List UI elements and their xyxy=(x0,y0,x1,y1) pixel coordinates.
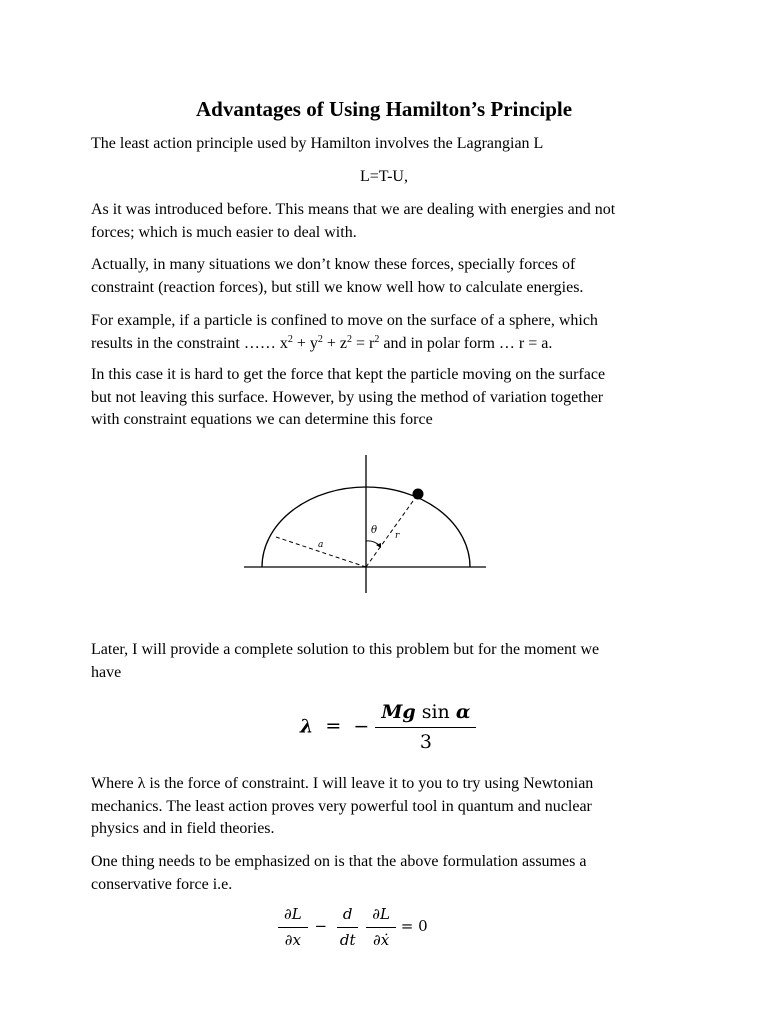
paragraph-constraint-force xyxy=(91,773,691,841)
text-line: constraint (reaction forces), but still we know well how to calculate energies. xyxy=(91,278,584,296)
text-segment: and in polar form … r = a. xyxy=(379,334,553,352)
hemisphere-diagram xyxy=(238,450,494,600)
text-line: mechanics. The least action proves very powerful tool in quantum and nuclear xyxy=(91,797,592,815)
text-line: The least action principle used by Hamilton involves the Lagrangian L xyxy=(91,135,544,152)
text-line: have xyxy=(91,663,122,681)
equals-sign: = xyxy=(325,715,342,738)
mg-term: Mg xyxy=(381,701,416,723)
superscript: 2 xyxy=(347,333,353,345)
paragraph-intro xyxy=(91,133,691,156)
alpha-term: α xyxy=(455,701,471,723)
velocity-partial-fraction xyxy=(366,906,396,948)
fraction-numerator xyxy=(375,702,476,728)
text-line: Where λ is the force of constraint. I will leave it to you to try using Newtonian xyxy=(91,775,594,792)
superscript: 2 xyxy=(374,333,380,345)
fraction-denominator: ∂x xyxy=(284,930,301,949)
text-line: conservative force i.e. xyxy=(91,875,233,893)
text-line: One thing needs to be emphasized on is that the above formulation assumes a xyxy=(91,853,587,870)
lambda-fraction xyxy=(375,702,476,753)
text-segment: + z xyxy=(322,334,348,352)
sin-term: sin xyxy=(421,701,450,723)
paragraph-sphere-example xyxy=(91,310,691,355)
text-line: but not leaving this surface. However, by using the method of variation together xyxy=(91,388,604,406)
fraction-numerator: ∂L xyxy=(278,906,308,928)
lambda-symbol: λ xyxy=(300,715,314,738)
partial-fraction xyxy=(278,906,308,948)
text-segment: = r xyxy=(352,334,375,352)
text-segment: + y xyxy=(292,334,318,352)
fraction-denominator: ∂ẋ xyxy=(373,930,390,949)
lagrangian-equation: L=T-U, xyxy=(360,168,408,185)
page-title: Advantages of Using Hamilton’s Principle xyxy=(195,97,573,121)
lambda-equation xyxy=(300,702,476,753)
fraction-numerator: ∂L xyxy=(366,906,396,928)
fraction-denominator: dt xyxy=(339,930,356,949)
text-line: with constraint equations we can determine this force xyxy=(91,411,433,428)
equals-zero: = 0 xyxy=(400,917,428,935)
a-label: a xyxy=(318,540,324,550)
superscript: 2 xyxy=(287,333,293,345)
minus-sign: − xyxy=(353,715,370,738)
fraction-numerator: d xyxy=(337,906,359,928)
text-line: In this case it is hard to get the force that kept the particle moving on the surface xyxy=(91,366,606,383)
fraction-denominator: 3 xyxy=(419,730,432,753)
text-segment: results in the constraint …… x xyxy=(91,334,288,352)
euler-lagrange-equation xyxy=(278,906,428,948)
text-line: As it was introduced before. This means that we are dealing with energies and not xyxy=(91,201,616,218)
text-line: physics and in field theories. xyxy=(91,820,275,837)
text-line: Actually, in many situations we don’t know these forces, specially forces of xyxy=(91,256,576,273)
minus-sign: − xyxy=(314,917,328,935)
text-line: For example, if a particle is confined to move on the surface of a sphere, which xyxy=(91,312,598,329)
text-line: Later, I will provide a complete solution to this problem but for the moment we xyxy=(91,641,600,658)
text-line: forces; which is much easier to deal with. xyxy=(91,223,357,241)
superscript: 2 xyxy=(317,333,323,345)
time-derivative-fraction xyxy=(334,906,362,948)
paragraph-solution xyxy=(91,639,691,684)
paragraph-hard-force xyxy=(91,364,691,432)
text-line-constraint xyxy=(91,333,691,356)
paragraph-energies xyxy=(91,199,691,244)
paragraph-conservative xyxy=(91,851,691,896)
r-label: r xyxy=(395,531,400,541)
theta-label: θ xyxy=(371,525,378,536)
particle xyxy=(413,489,424,500)
paragraph-constraint-forces xyxy=(91,254,691,299)
